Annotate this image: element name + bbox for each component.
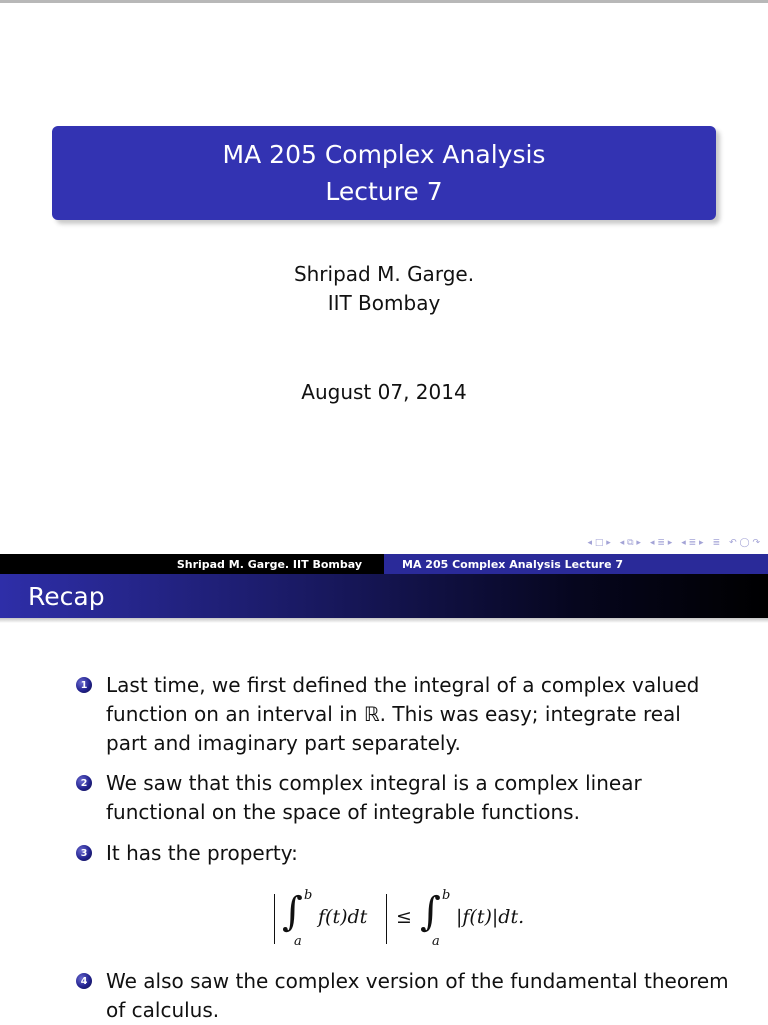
author-institution: IIT Bombay [327, 291, 441, 315]
integral-sign: ∫ [420, 889, 441, 935]
upper-limit: b [304, 888, 313, 903]
list-item [76, 671, 736, 758]
author-block [0, 260, 768, 318]
slide-footer [0, 554, 768, 574]
page-top-rule [0, 0, 768, 3]
lower-limit: a [294, 934, 302, 949]
list-item [76, 839, 736, 868]
enumeration-bullet-icon: 2 [76, 775, 92, 791]
beamer-navigation-symbols [587, 535, 760, 551]
author-name: Shripad M. Garge. [293, 262, 475, 286]
presentation-title: MA 205 Complex Analysis [222, 140, 546, 169]
frame-title-bar [0, 574, 768, 618]
enumeration-bullet-icon: 3 [76, 845, 92, 861]
lecture-number: Lecture 7 [325, 177, 443, 206]
absolute-value-bar [274, 894, 275, 944]
enumeration-bullet-icon: 4 [76, 973, 92, 989]
absolute-value-bar [386, 894, 387, 944]
list-item [76, 769, 736, 827]
nav-document-icon[interactable]: ◂ ≣ ▸ [681, 538, 704, 548]
integrand-right: |f(t)|dt. [456, 906, 525, 928]
footer-author: Shripad M. Garge. IIT Bombay [0, 554, 384, 574]
upper-limit: b [442, 888, 451, 903]
list-item-text: Last time, we first defined the integral of a complex valued function on an interval in ℝ. This was easy; integrate real part and imaginary part separately. [106, 673, 700, 755]
lower-limit: a [432, 934, 440, 949]
list-item-text: We also saw the complex version of the fundamental theorem of calculus. [106, 969, 729, 1022]
less-equal-sign: ≤ [396, 906, 412, 928]
presentation-date: August 07, 2014 [301, 380, 467, 404]
nav-frame-icon[interactable]: ◂ □ ▸ [587, 538, 611, 548]
nav-subsection-icon[interactable]: ◂ ⧉ ▸ [619, 538, 641, 548]
integral-inequality [270, 888, 570, 952]
integral-sign: ∫ [282, 889, 303, 935]
nav-section-icon[interactable]: ◂ ≣ ▸ [649, 538, 673, 548]
nav-outline-icon[interactable]: ≣ [712, 538, 721, 548]
title-block [52, 126, 716, 220]
list-item-text: We saw that this complex integral is a complex linear functional on the space of integrable functions. [106, 771, 642, 824]
nav-search-icon[interactable]: ↶ ◯ ↷ [729, 538, 760, 548]
list-item [76, 967, 736, 1025]
integrand-left: f(t)dt [318, 906, 368, 928]
frame-title: Recap [28, 581, 105, 611]
list-item-text: It has the property: [106, 841, 298, 865]
enumeration-bullet-icon: 1 [76, 677, 92, 693]
footer-title: MA 205 Complex Analysis Lecture 7 [384, 554, 768, 574]
frame-title-shadow [0, 618, 768, 623]
